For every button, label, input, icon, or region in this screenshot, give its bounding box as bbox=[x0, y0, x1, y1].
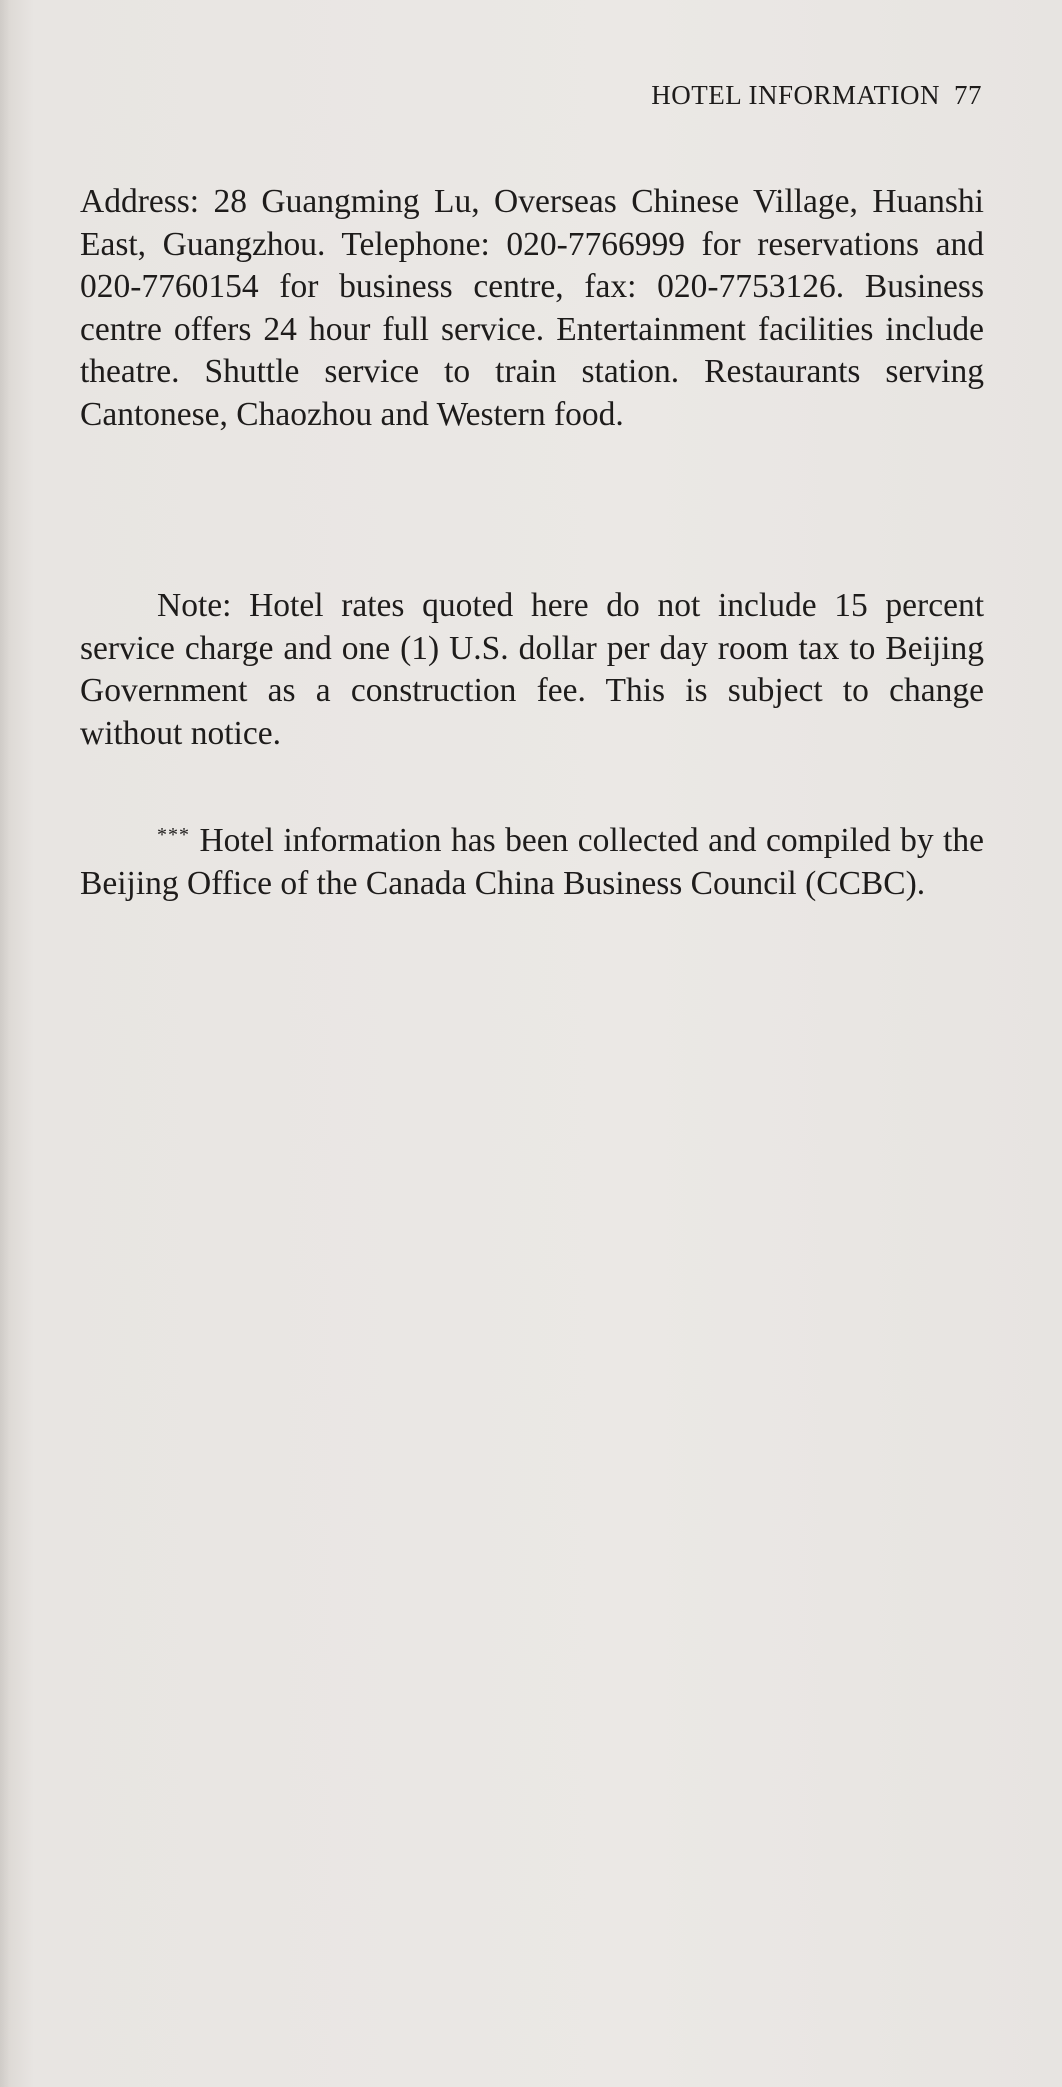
rates-note-paragraph: Note: Hotel rates quoted here do not include 15 percent service charge and one (1) U.S. dollar per day room tax to Beijing Government as a construction fee. This is subject to change without notice. bbox=[80, 587, 984, 752]
compilation-footnote bbox=[80, 814, 984, 905]
running-head-title: HOTEL INFORMATION bbox=[651, 80, 940, 110]
running-header bbox=[651, 80, 982, 111]
page-number: 77 bbox=[954, 80, 982, 110]
hotel-address-paragraph: Address: 28 Guangming Lu, Overseas Chinese Village, Huanshi East, Guangzhou. Telephone: 020-7766999 for reservations and 020-7760154 for business centre, fax: 020-7753126. Business centre offers 24 hour full service. Entertainment facilities include theatre. Shuttle service to train station. Restaurants serving Cantonese, Chaozhou and Western food. bbox=[80, 183, 984, 433]
footnote-asterisks: *** bbox=[157, 824, 190, 846]
footnote-text: Hotel information has been collected and compiled by the Beijing Office of the Canada China Business Council (CCBC). bbox=[80, 822, 984, 902]
